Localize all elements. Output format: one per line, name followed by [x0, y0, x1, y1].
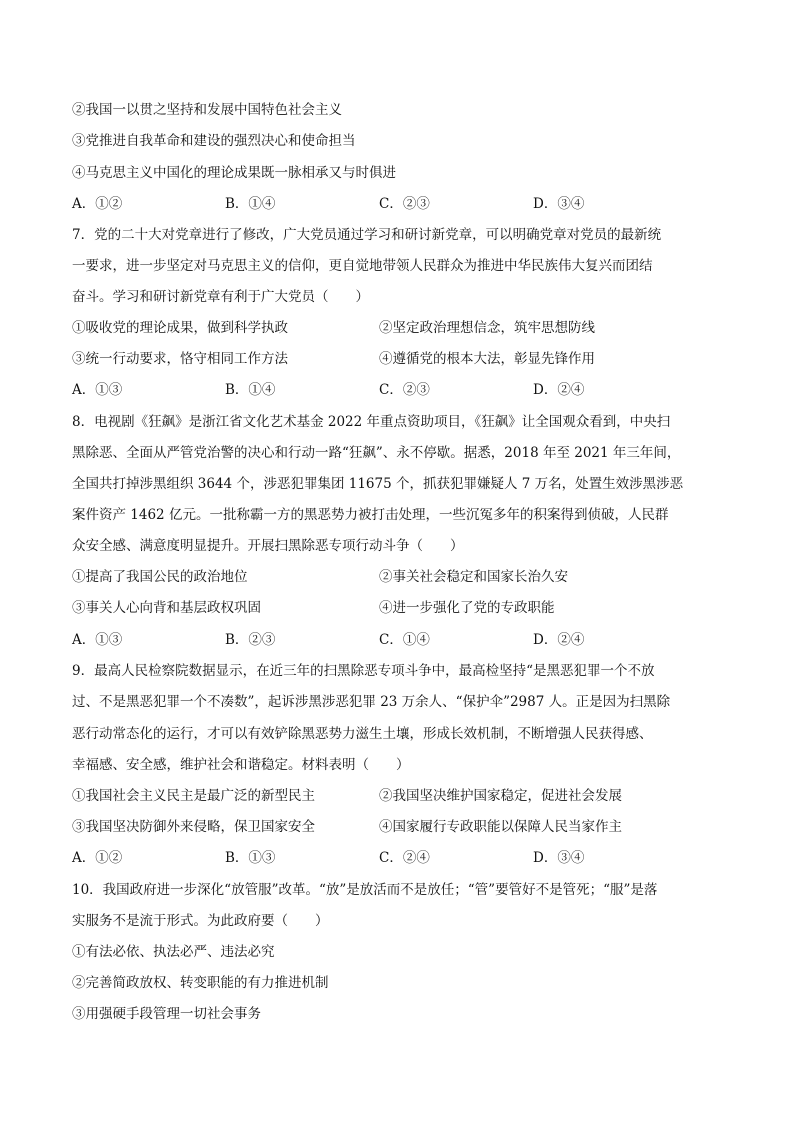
q9-choice-c[interactable]: C．②④ — [379, 850, 430, 866]
q8-stem-line-3: 全国共打掉涉黑组织 3644 个，涉恶犯罪集团 11675 个，抓获犯罪嫌疑人 7 万名，处置生效涉黑涉恶 — [72, 476, 684, 492]
q7-options-row-2 — [72, 349, 732, 369]
q9-options-row-2 — [72, 817, 732, 837]
q9-stem-line-3: 恶行动常态化的运行，才可以有效铲除黑恶势力滋生土壤，形成长效机制，不断增强人民获得感、 — [72, 726, 653, 742]
q9-choice-b[interactable]: B．①③ — [225, 850, 276, 866]
q8-choice-b[interactable]: B．②③ — [225, 632, 276, 648]
q7-choice-a[interactable]: A．①③ — [72, 382, 123, 398]
q10-option-2: ②完善简政放权、转变职能的有力推进机制 — [72, 975, 329, 991]
q8-option-1: ①提高了我国公民的政治地位 — [72, 569, 248, 585]
q8-choice-a[interactable]: A．①③ — [72, 632, 123, 648]
q6-choice-a[interactable]: A．①② — [72, 196, 123, 212]
q9-option-4: ④国家履行专政职能以保障人民当家作主 — [379, 819, 622, 835]
q6-option-3: ③党推进自我革命和建设的强烈决心和使命担当 — [72, 133, 356, 149]
q6-option-4: ④马克思主义中国化的理论成果既一脉相承又与时俱进 — [72, 165, 396, 181]
q7-choice-c[interactable]: C．②③ — [379, 382, 430, 398]
q7-choice-d[interactable]: D．②④ — [533, 382, 585, 398]
q6-option-2: ②我国一以贯之坚持和发展中国特色社会主义 — [72, 102, 342, 118]
q9-stem-line-2: 过、不是黑恶犯罪一个不凑数”，起诉涉黑涉恶犯罪 23 万余人、“保护伞”2987 人。正是因为扫黑除 — [72, 694, 671, 710]
q9-answer-choices — [72, 848, 732, 868]
q8-answer-choices — [72, 630, 732, 650]
q6-choice-c[interactable]: C．②③ — [379, 196, 430, 212]
q6-choice-d[interactable]: D．③④ — [533, 196, 585, 212]
q7-option-3: ③统一行动要求，恪守相同工作方法 — [72, 351, 288, 367]
q8-option-4: ④进一步强化了党的专政职能 — [379, 600, 555, 616]
q6-choice-b[interactable]: B．①④ — [225, 196, 276, 212]
q10-option-3: ③用强硬手段管理一切社会事务 — [72, 1006, 261, 1022]
q9-option-3: ③我国坚决防御外来侵略，保卫国家安全 — [72, 819, 315, 835]
q7-stem-line-1: 7．党的二十大对党章进行了修改，广大党员通过学习和研讨新党章，可以明确党章对党员的最新统 — [72, 227, 662, 243]
q9-option-2: ②我国坚决维护国家稳定，促进社会发展 — [379, 788, 622, 804]
q8-option-3: ③事关人心向背和基层政权巩固 — [72, 600, 261, 616]
q7-stem-line-3: 奋斗。学习和研讨新党章有利于广大党员（ ） — [72, 289, 369, 305]
q8-stem-line-2: 黑除恶、全面从严管党治警的决心和行动一路“狂飙”、永不停歇。据悉，2018 年至 2021 年三年间， — [72, 445, 681, 461]
q8-stem-line-4: 案件资产 1462 亿元。一批称霸一方的黑恶势力被打击处理，一些沉冤多年的积案得到侦破，人民群 — [72, 507, 669, 523]
q9-stem-line-4: 幸福感、安全感，维护社会和谐稳定。材料表明（ ） — [72, 757, 410, 773]
q7-choice-b[interactable]: B．①④ — [225, 382, 276, 398]
q9-options-row-1 — [72, 786, 732, 806]
q7-option-1: ①吸收党的理论成果，做到科学执政 — [72, 320, 288, 336]
q9-choice-a[interactable]: A．①② — [72, 850, 123, 866]
q8-options-row-2 — [72, 598, 732, 618]
q7-answer-choices — [72, 380, 732, 400]
q7-stem-line-2: 一要求，进一步坚定对马克思主义的信仰，更自觉地带领人民群众为推进中华民族伟大复兴而团结 — [72, 258, 653, 274]
q6-answer-choices — [72, 194, 732, 214]
q8-stem-line-5: 众安全感、满意度明显提升。开展扫黑除恶专项行动斗争（ ） — [72, 538, 464, 554]
q8-choice-c[interactable]: C．①④ — [379, 632, 430, 648]
q8-choice-d[interactable]: D．②④ — [533, 632, 585, 648]
q10-stem-line-1: 10．我国政府进一步深化“放管服”改革。“放”是放活而不是放任；“管”要管好不是管死；“服”是落 — [72, 882, 658, 898]
q8-stem-line-1: 8．电视剧《狂飙》是浙江省文化艺术基金 2022 年重点资助项目，《狂飙》让全国观众看到，中央扫 — [72, 414, 671, 430]
q10-option-1: ①有法必依、执法必严、违法必究 — [72, 944, 275, 960]
q7-option-4: ④遵循党的根本大法，彰显先锋作用 — [379, 351, 595, 367]
q7-options-row-1 — [72, 318, 732, 338]
q8-option-2: ②事关社会稳定和国家长治久安 — [379, 569, 568, 585]
q8-options-row-1 — [72, 567, 732, 587]
q10-stem-line-2: 实服务不是流于形式。为此政府要（ ） — [72, 913, 329, 929]
q9-option-1: ①我国社会主义民主是最广泛的新型民主 — [72, 788, 315, 804]
q9-choice-d[interactable]: D．③④ — [533, 850, 585, 866]
q9-stem-line-1: 9．最高人民检察院数据显示，在近三年的扫黑除恶专项斗争中，最高检坚持“是黑恶犯罪一个不放 — [72, 663, 655, 679]
q7-option-2: ②坚定政治理想信念，筑牢思想防线 — [379, 320, 595, 336]
